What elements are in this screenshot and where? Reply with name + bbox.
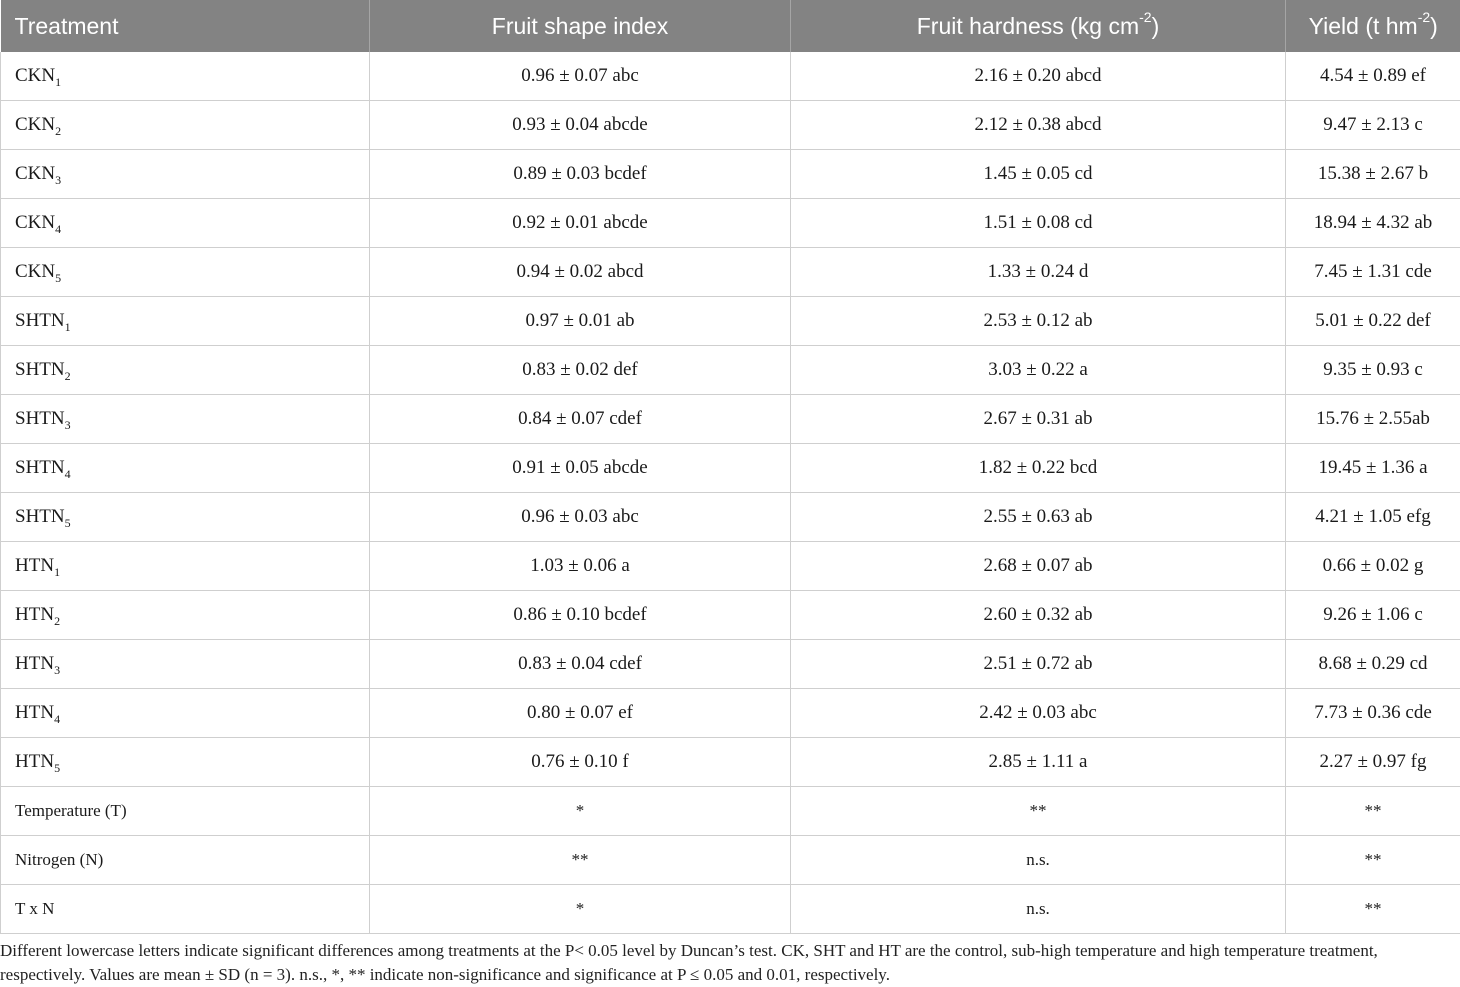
treatment-subscript: 2 — [64, 369, 71, 383]
table-row — [1, 199, 1460, 248]
header-yield-exponent: -2 — [1417, 8, 1431, 25]
yield-cell: 8.68 ± 0.29 cd — [1286, 640, 1460, 689]
treatment-cell — [1, 248, 370, 297]
table-row — [1, 346, 1460, 395]
treatment-cell — [1, 52, 370, 101]
yield-cell: 9.47 ± 2.13 c — [1286, 101, 1460, 150]
treatment-cell — [1, 640, 370, 689]
treatment-label: T x N — [15, 899, 55, 918]
fruit-hardness-cell: 2.51 ± 0.72 ab — [791, 640, 1286, 689]
fruit-shape-index-cell: 0.91 ± 0.05 abcde — [370, 444, 791, 493]
header-treatment: Treatment — [1, 0, 370, 52]
header-fruit-hardness-close: ) — [1151, 12, 1160, 39]
treatment-cell — [1, 199, 370, 248]
treatment-label: SHTN — [15, 506, 65, 527]
header-fruit-hardness-exponent: -2 — [1139, 8, 1152, 25]
treatment-label: HTN — [15, 653, 55, 674]
yield-cell: ** — [1286, 836, 1460, 885]
treatment-subscript: 3 — [54, 663, 61, 677]
treatment-label: SHTN — [15, 408, 65, 429]
fruit-shape-index-cell: 0.92 ± 0.01 abcde — [370, 199, 791, 248]
fruit-hardness-cell: 2.85 ± 1.11 a — [791, 738, 1286, 787]
treatment-subscript: 2 — [55, 124, 62, 138]
table-row — [1, 101, 1460, 150]
yield-cell: 7.73 ± 0.36 cde — [1286, 689, 1460, 738]
table-row — [1, 787, 1460, 836]
fruit-shape-index-cell: 0.93 ± 0.04 abcde — [370, 101, 791, 150]
header-fruit-hardness — [791, 0, 1286, 52]
treatment-subscript: 1 — [55, 75, 62, 89]
fruit-hardness-cell: 2.68 ± 0.07 ab — [791, 542, 1286, 591]
table-footnote: Different lowercase letters indicate significant differences among treatments at the P< 0.05 level by Duncan’s test. CK, SHT and HT are the control, sub-high temperature and high temperature treatment, respectively. Values are mean ± SD (n = 3). n.s., *, ** indicate non-significance and significance at P ≤ 0.05 and 0.01, respectively. — [0, 941, 1378, 984]
treatment-subscript: 1 — [54, 565, 61, 579]
treatment-label: Nitrogen (N) — [15, 850, 104, 869]
treatment-cell — [1, 689, 370, 738]
treatment-label: HTN — [15, 555, 55, 576]
fruit-shape-index-cell: 0.83 ± 0.04 cdef — [370, 640, 791, 689]
treatment-cell — [1, 297, 370, 346]
header-yield-text: Yield (t hm — [1308, 12, 1418, 39]
fruit-hardness-cell: 2.53 ± 0.12 ab — [791, 297, 1286, 346]
fruit-hardness-cell: 2.42 ± 0.03 abc — [791, 689, 1286, 738]
yield-cell: 15.76 ± 2.55ab — [1286, 395, 1460, 444]
table-row — [1, 150, 1460, 199]
fruit-hardness-cell: 3.03 ± 0.22 a — [791, 346, 1286, 395]
table-row — [1, 395, 1460, 444]
treatment-cell — [1, 885, 370, 934]
fruit-shape-index-cell: 0.97 ± 0.01 ab — [370, 297, 791, 346]
yield-cell: 0.66 ± 0.02 g — [1286, 542, 1460, 591]
fruit-hardness-cell: 2.16 ± 0.20 abcd — [791, 52, 1286, 101]
table-row — [1, 297, 1460, 346]
fruit-hardness-cell: 2.60 ± 0.32 ab — [791, 591, 1286, 640]
treatment-label: HTN — [15, 751, 55, 772]
treatment-subscript: 3 — [64, 418, 71, 432]
fruit-shape-index-cell: 0.76 ± 0.10 f — [370, 738, 791, 787]
table-row — [1, 689, 1460, 738]
fruit-shape-index-cell: 0.86 ± 0.10 bcdef — [370, 591, 791, 640]
treatment-cell — [1, 591, 370, 640]
header-fruit-hardness-text: Fruit hardness (kg cm — [916, 12, 1140, 39]
treatment-cell — [1, 738, 370, 787]
yield-cell: 7.45 ± 1.31 cde — [1286, 248, 1460, 297]
treatment-subscript: 4 — [54, 712, 61, 726]
treatment-subscript: 5 — [54, 761, 61, 775]
fruit-hardness-cell: 1.33 ± 0.24 d — [791, 248, 1286, 297]
yield-cell: ** — [1286, 885, 1460, 934]
yield-cell: 19.45 ± 1.36 a — [1286, 444, 1460, 493]
treatment-label: CKN — [15, 212, 56, 233]
treatment-cell — [1, 346, 370, 395]
treatment-label: CKN — [15, 114, 56, 135]
treatment-label: CKN — [15, 65, 56, 86]
table-row — [1, 52, 1460, 101]
treatment-label: SHTN — [15, 310, 65, 331]
yield-cell: 9.26 ± 1.06 c — [1286, 591, 1460, 640]
treatment-label: CKN — [15, 163, 56, 184]
table-header — [1, 0, 1460, 52]
treatment-cell — [1, 101, 370, 150]
yield-cell: 15.38 ± 2.67 b — [1286, 150, 1460, 199]
treatment-cell — [1, 542, 370, 591]
treatment-label: SHTN — [15, 359, 65, 380]
fruit-shape-index-cell: 1.03 ± 0.06 a — [370, 542, 791, 591]
yield-cell: 4.54 ± 0.89 ef — [1286, 52, 1460, 101]
fruit-shape-index-cell: 0.83 ± 0.02 def — [370, 346, 791, 395]
treatment-subscript: 3 — [55, 173, 62, 187]
fruit-shape-index-cell: * — [370, 787, 791, 836]
yield-cell: 5.01 ± 0.22 def — [1286, 297, 1460, 346]
yield-cell: 4.21 ± 1.05 efg — [1286, 493, 1460, 542]
table-row — [1, 738, 1460, 787]
fruit-hardness-cell: 2.12 ± 0.38 abcd — [791, 101, 1286, 150]
treatment-subscript: 5 — [55, 271, 62, 285]
table-row — [1, 836, 1460, 885]
fruit-shape-index-cell: 0.94 ± 0.02 abcd — [370, 248, 791, 297]
table-row — [1, 542, 1460, 591]
fruit-hardness-cell: 1.45 ± 0.05 cd — [791, 150, 1286, 199]
header-yield-close: ) — [1430, 12, 1438, 39]
treatment-subscript: 1 — [64, 320, 71, 334]
fruit-hardness-cell: 2.67 ± 0.31 ab — [791, 395, 1286, 444]
fruit-shape-index-cell: * — [370, 885, 791, 934]
treatment-label: SHTN — [15, 457, 65, 478]
yield-cell: ** — [1286, 787, 1460, 836]
fruit-shape-index-cell: 0.84 ± 0.07 cdef — [370, 395, 791, 444]
fruit-hardness-cell: 1.51 ± 0.08 cd — [791, 199, 1286, 248]
header-yield — [1286, 0, 1460, 52]
fruit-shape-index-cell: ** — [370, 836, 791, 885]
fruit-hardness-cell: 2.55 ± 0.63 ab — [791, 493, 1286, 542]
treatment-cell — [1, 836, 370, 885]
table-row — [1, 493, 1460, 542]
yield-cell: 9.35 ± 0.93 c — [1286, 346, 1460, 395]
table-body — [1, 52, 1460, 934]
treatment-cell — [1, 787, 370, 836]
treatment-cell — [1, 444, 370, 493]
fruit-shape-index-cell: 0.96 ± 0.07 abc — [370, 52, 791, 101]
treatment-cell — [1, 150, 370, 199]
table-row — [1, 248, 1460, 297]
table-row — [1, 444, 1460, 493]
treatment-subscript: 4 — [55, 222, 62, 236]
yield-cell: 2.27 ± 0.97 fg — [1286, 738, 1460, 787]
treatment-subscript: 4 — [64, 467, 71, 481]
fruit-shape-index-cell: 0.96 ± 0.03 abc — [370, 493, 791, 542]
treatment-label: Temperature (T) — [15, 801, 127, 820]
fruit-shape-index-cell: 0.80 ± 0.07 ef — [370, 689, 791, 738]
treatment-cell — [1, 493, 370, 542]
table-row — [1, 885, 1460, 934]
fruit-shape-index-cell: 0.89 ± 0.03 bcdef — [370, 150, 791, 199]
treatment-label: HTN — [15, 702, 55, 723]
header-fruit-shape-index: Fruit shape index — [370, 0, 791, 52]
fruit-hardness-cell: ** — [791, 787, 1286, 836]
fruit-hardness-cell: n.s. — [791, 885, 1286, 934]
header-row — [1, 0, 1460, 52]
table-row — [1, 640, 1460, 689]
treatment-subscript: 2 — [54, 614, 61, 628]
yield-cell: 18.94 ± 4.32 ab — [1286, 199, 1460, 248]
treatment-label: HTN — [15, 604, 55, 625]
table-row — [1, 591, 1460, 640]
fruit-hardness-cell: n.s. — [791, 836, 1286, 885]
treatment-cell — [1, 395, 370, 444]
fruit-hardness-cell: 1.82 ± 0.22 bcd — [791, 444, 1286, 493]
treatment-subscript: 5 — [64, 516, 71, 530]
treatment-label: CKN — [15, 261, 56, 282]
